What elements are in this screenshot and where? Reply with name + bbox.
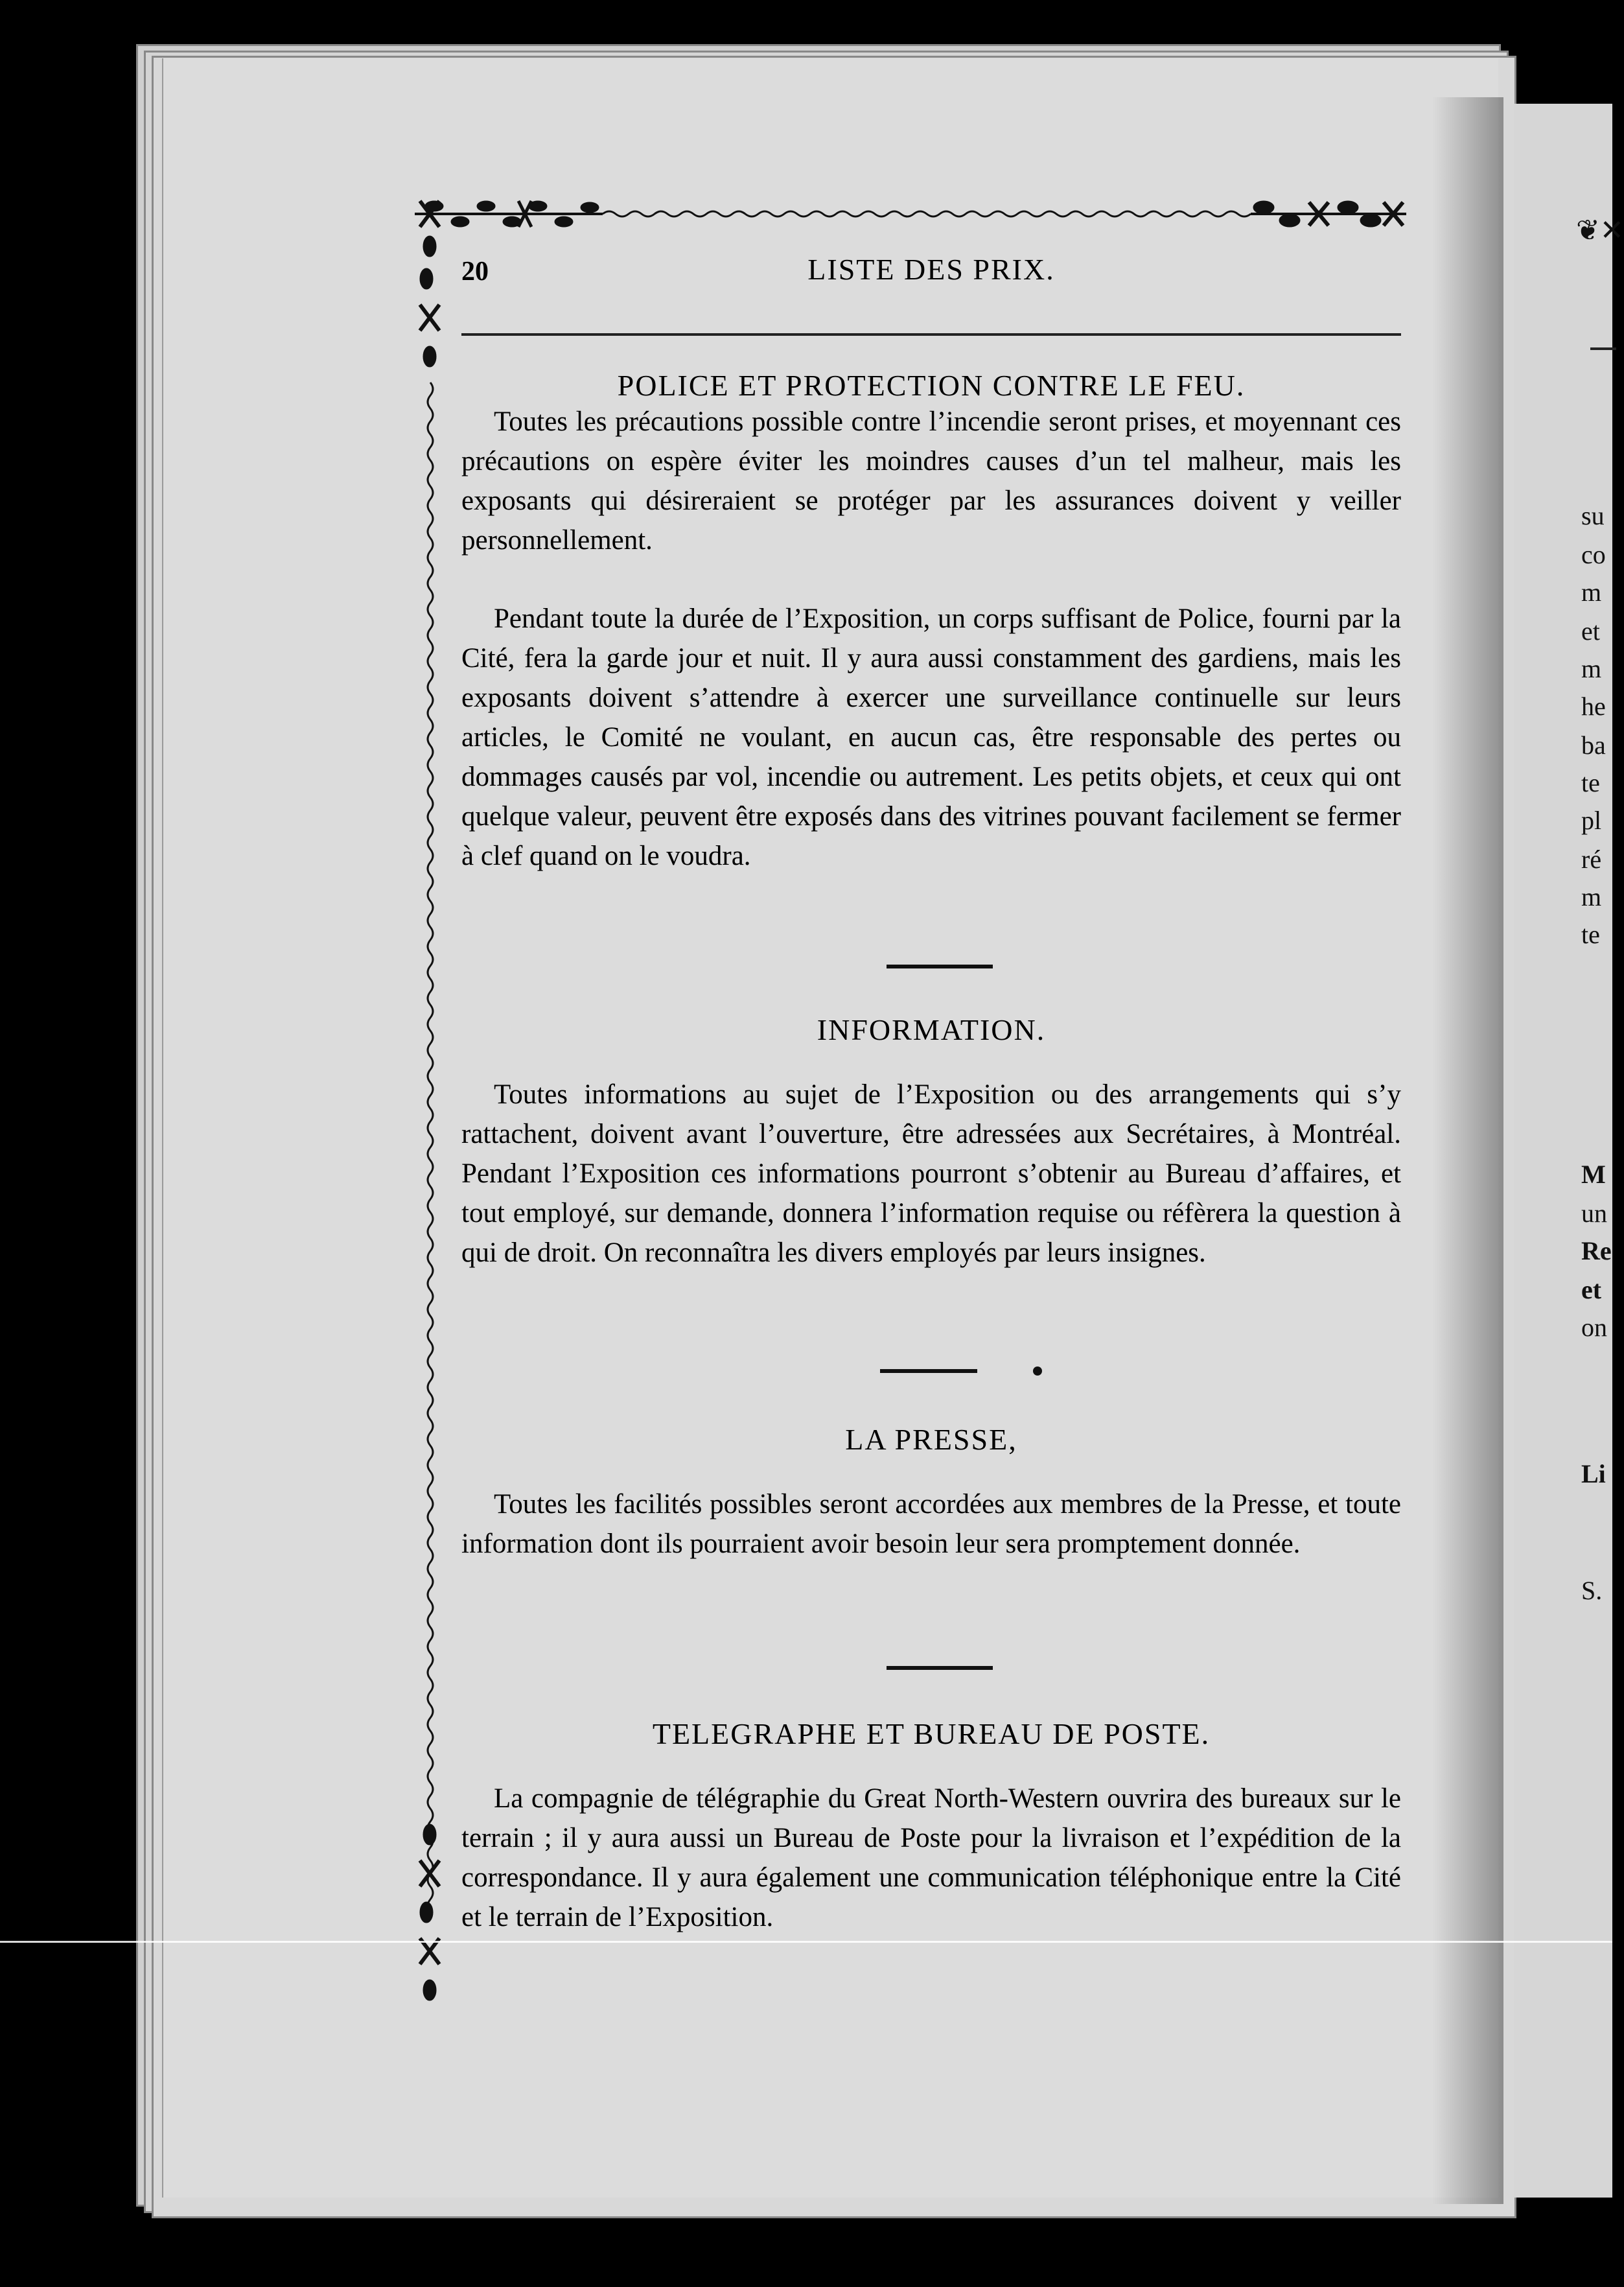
side-ornament-border bbox=[407, 194, 452, 2010]
gutter-shadow bbox=[1432, 97, 1503, 2204]
facing-fragment: Li bbox=[1581, 1459, 1606, 1488]
paragraph: La compagnie de télégraphie du Great North-Western ouvrira des bureaux sur le terrain ; il y aura aussi un Bureau de Poste pour la livraison et l’expédition de la correspondance. Il y aura également une communication téléphonique entre la Cité et le terrain de l’Exposition. bbox=[461, 1783, 1401, 1932]
page-number: 20 bbox=[461, 257, 489, 287]
facing-fragment: et bbox=[1581, 616, 1600, 646]
paragraph: Pendant toute la durée de l’Exposition, un corps suffisant de Police, fourni par la Cité, fera la garde jour et nuit. Il y aura aussi constamment des gardiens, mais les exposants doivent s’attendre à exercer une surveillance continuelle sur leurs articles, le Comité ne voulant, en aucun cas, être responsable des pertes ou dommages causés par vol, incendie ou autrement. Les petits objets, et ceux qui ont quelque valeur, peuvent être exposés dans des vitrines pouvant facilement se fermer à clef quand on le voudra. bbox=[461, 604, 1401, 871]
paragraph: Toutes les précautions possible contre l’incendie seront prises, et moyennant ces précautions on espère éviter les moindres causes d’un tel malheur, mais les exposants qui désireraient se protéger par les assurances doivent y veiller personnellement. bbox=[461, 406, 1401, 556]
paragraph: Toutes informations au sujet de l’Exposition ou des arrangements qui s’y rattachent, doivent avant l’ouverture, être adressées aux Secrétaires, à Montréal. Pendant l’Exposition ces informations pourront s’obtenir au Bureau d’affaires, et tout employé, sur demande, donnera l’information requise ou réfèrera la question à qui de droit. On reconnaîtra les divers employés par leurs insignes. bbox=[461, 1079, 1401, 1268]
facing-fragment: te bbox=[1581, 920, 1600, 949]
facing-page bbox=[1514, 104, 1624, 2198]
facing-fragment: m bbox=[1581, 882, 1602, 911]
section-title: POLICE ET PROTECTION CONTRE LE FEU. bbox=[617, 369, 1246, 402]
running-title: LISTE DES PRIX. bbox=[807, 253, 1055, 286]
section-title: LA PRESSE, bbox=[845, 1423, 1017, 1456]
facing-fragment: m bbox=[1581, 578, 1602, 607]
facing-fragment: Re bbox=[1581, 1236, 1612, 1265]
facing-fragment: M bbox=[1581, 1160, 1606, 1189]
facing-fragment: su bbox=[1581, 501, 1605, 530]
section-separator bbox=[880, 1369, 977, 1373]
ink-dot bbox=[1033, 1366, 1042, 1376]
header-rule bbox=[461, 333, 1401, 336]
facing-fragment: te bbox=[1581, 768, 1600, 797]
facing-fragment: co bbox=[1581, 540, 1606, 569]
facing-fragment: S. bbox=[1581, 1576, 1603, 1605]
facing-fragment: he bbox=[1581, 692, 1606, 721]
facing-fragment: ba bbox=[1581, 731, 1606, 760]
facing-fragment: m bbox=[1581, 654, 1602, 683]
leaf-sprig-bottom-icon bbox=[420, 1824, 439, 2000]
section-title: TELEGRAPHE ET BUREAU DE POSTE. bbox=[652, 1717, 1211, 1750]
top-ornament-border bbox=[408, 188, 1413, 240]
facing-fragment: et bbox=[1581, 1275, 1602, 1304]
leaf-sprig-top-icon bbox=[420, 201, 439, 367]
section-title: INFORMATION. bbox=[817, 1013, 1046, 1046]
facing-page-rule bbox=[1590, 347, 1616, 350]
section-separator bbox=[887, 1666, 993, 1670]
wavy-vertical-line-icon bbox=[428, 382, 433, 1912]
facing-fragment: ré bbox=[1581, 845, 1602, 874]
scan-artifact-line bbox=[0, 1941, 1612, 1943]
section-separator bbox=[887, 965, 993, 968]
facing-fragment: pl bbox=[1581, 806, 1602, 835]
page-header bbox=[461, 253, 1401, 295]
paragraph: Toutes les facilités possibles seront accordées aux membres de la Presse, et toute information dont ils pourraient avoir besoin leur sera promptement donnée. bbox=[461, 1489, 1401, 1559]
facing-page-ornament: ❦✕ bbox=[1576, 215, 1624, 246]
facing-fragment: un bbox=[1581, 1199, 1607, 1228]
leaf-vine-right-icon bbox=[1251, 201, 1406, 227]
facing-fragment: on bbox=[1581, 1313, 1607, 1342]
wavy-line-icon bbox=[603, 211, 1251, 217]
